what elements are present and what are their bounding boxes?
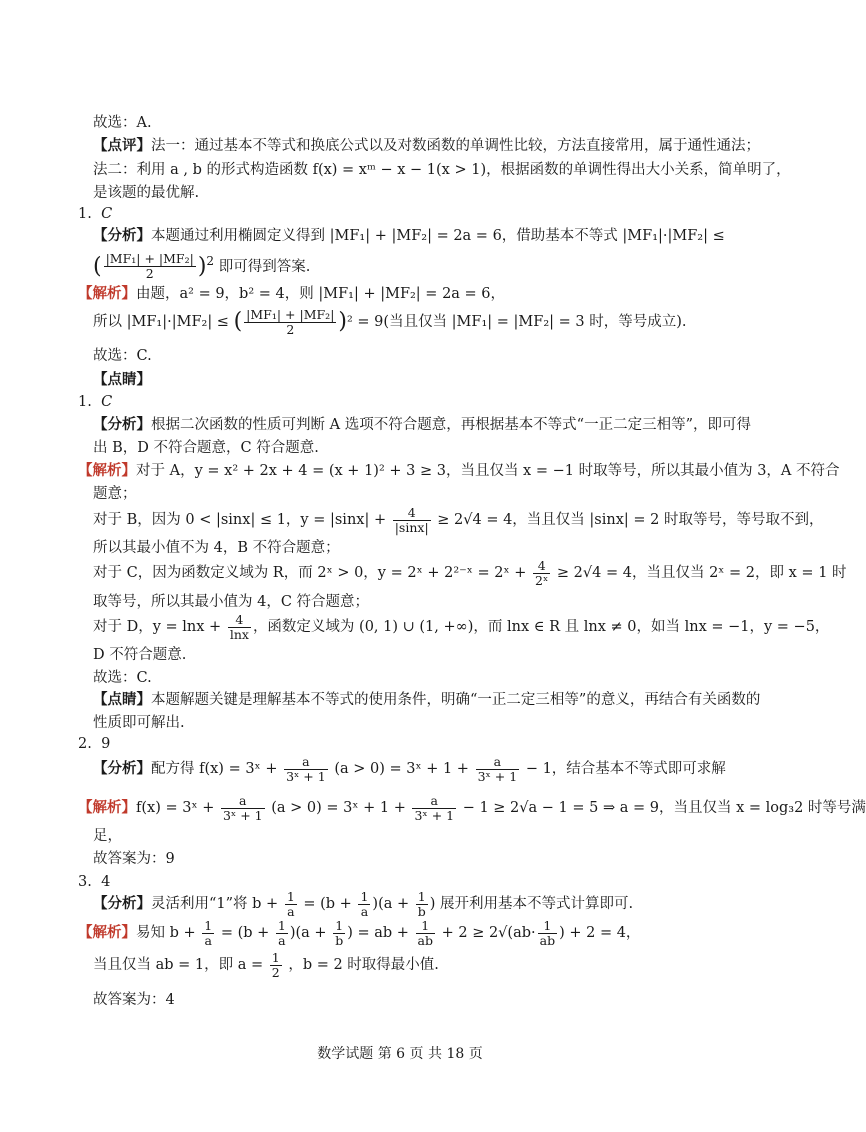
q2-option-d-line2: D 不符合题意. (93, 647, 187, 663)
q1-choice: 故选：C. (93, 348, 152, 364)
q2-solution-line1: 【解析】对于 A，y = x² + 2x + 4 = (x + 1)² + 3 ≥ 3，当且仅当 x = −1 时取等号，所以其最小值为 3，A 不符合 (78, 462, 840, 479)
q2-option-c: 对于 C，因为函数定义域为 R，而 2ˣ > 0，y = 2ˣ + 2²⁻ˣ = 2ˣ + $\frac{4}{\text{2ˣ}}$ ≥ 2√4 = 4，当且仅当 2ˣ = 2，即 x = 1 时 (93, 557, 847, 588)
comment-tag: 【点评】 (93, 137, 151, 154)
q4-header: 3. 4 (78, 874, 111, 890)
fraction: $\frac{1}{2}$ (271, 949, 280, 980)
q1-solution-line1 (78, 284, 505, 304)
q2-comment-line2: 性质即可解出. (93, 715, 185, 731)
prev-comment-line1 (93, 136, 760, 156)
q1-solution-line2: 所以 |MF₁|·|MF₂| ≤ ( $\frac{\text{|MF₁| + |MF₂|}}{2}$ )² = 9(当且仅当 |MF₁| = |MF₂| = 3 时，等号成立). (93, 306, 687, 337)
q4-answer-line: 故答案为：4 (93, 992, 175, 1008)
q2-analysis-line1: 【分析】根据二次函数的性质可判断 A 选项不符合题意，再根据基本不等式“一正二定三相等”，即可得 (93, 416, 752, 433)
prev-comment-line3: 是该题的最优解. (93, 185, 200, 201)
fraction: $\frac{1}{ab}$ (417, 917, 433, 948)
q1-analysis-line1 (93, 226, 725, 246)
fraction: $\frac{a}{\text{3ˣ + 1}}$ (477, 753, 518, 784)
q1-answer-letter: C (101, 206, 113, 222)
q4-analysis: 【分析】灵活利用“1”将 b + $\frac{1}{a}$ = (b + $\frac{1}{a}$ )(a + $\frac{1}{b}$ ) 展开利用基本不等式计算即可. (93, 888, 634, 919)
q2-answer-letter: C (101, 394, 113, 410)
fraction: $\frac{4}{\text{2ˣ}}$ (535, 557, 549, 588)
prev-answer: 故选：A. (93, 115, 152, 131)
fraction: $\frac{\text{|MF₁| + |MF₂|}}{2}$ (246, 306, 335, 337)
fraction: $\frac{1}{b}$ (335, 917, 344, 948)
page-footer: 数学试题 第 6 页 共 18 页 (317, 1046, 483, 1062)
fraction: $\frac{a}{\text{3ˣ + 1}}$ (222, 792, 263, 823)
q2-solution-line2: 题意； (93, 486, 137, 502)
fraction: $\frac{1}{b}$ (417, 888, 426, 919)
q1-comment: 【点睛】 (93, 371, 151, 388)
fraction: $\frac{4}{\ln x}$ (229, 611, 249, 642)
q2-choice: 故选：C. (93, 670, 152, 686)
q1-analysis-line2: ( $\frac{\text{|MF₁| + |MF₂|}}{2}$ )$^2$ 即可得到答案. (93, 251, 311, 282)
q3-solution: 【解析】f(x) = 3ˣ + $\frac{a}{\text{3ˣ + 1}}$ (a > 0) = 3ˣ + 1 + $\frac{a}{\text{3ˣ + 1}}$ − 1 ≥ 2√a − 1 = 5 ⇒ a = 9，当且仅当 x = log₃2 时等号满 (78, 792, 866, 823)
q2-option-b-line2: 所以其最小值不为 4，B 不符合题意； (93, 540, 340, 556)
fraction: $\frac{1}{ab}$ (539, 917, 556, 948)
q4-answer-value: 4 (101, 874, 111, 890)
q2-option-d: 对于 D，y = lnx + $\frac{4}{\ln x}$ ，函数定义域为 (0, 1) ∪ (1, +∞)，而 lnx ∈ R 且 lnx ≠ 0，如当 lnx = −1，y = −5， (93, 611, 830, 642)
analysis-text: 本题通过利用椭圆定义得到 |MF₁| + |MF₂| = 2a = 6，借助基本不等式 |MF₁|·|MF₂| ≤ (151, 228, 725, 244)
fraction: $\frac{4}{|\sin x|}$ (394, 504, 429, 535)
fraction: $\frac{1}{a}$ (204, 917, 213, 948)
q3-solution-line2: 足， (93, 828, 122, 844)
q1-header (78, 204, 112, 224)
analysis-tail: 即可得到答案. (218, 258, 311, 275)
q2-option-c-line2: 取等号，所以其最小值为 4，C 符合题意； (93, 594, 370, 610)
fraction: $\frac{1}{a}$ (286, 888, 295, 919)
fraction: $\frac{a}{\text{3ˣ + 1}}$ (414, 792, 455, 823)
fraction: $\frac{a}{\text{3ˣ + 1}}$ (286, 753, 326, 784)
fraction: $\frac{1}{a}$ (277, 917, 286, 948)
q3-answer-value: 9 (101, 736, 111, 752)
analysis-tag: 【分析】 (93, 227, 151, 244)
solution-tag: 【解析】 (78, 285, 136, 302)
q2-comment-line1: 【点睛】本题解题关键是理解基本不等式的使用条件，明确“一正二定三相等”的意义，再结合有关函数的 (93, 691, 761, 708)
fraction: $\frac{1}{a}$ (360, 888, 369, 919)
q4-solution-line2: 当且仅当 ab = 1，即 a = $\frac{1}{2}$ ，b = 2 时取得最小值. (93, 949, 439, 980)
q2-option-b: 对于 B，因为 0 < |sinx| ≤ 1，y = |sinx| + $\frac{4}{|\sin x|}$ ≥ 2√4 = 4，当且仅当 |sinx| = 2 时取等号，等号取不到， (93, 504, 824, 535)
q2-header: 1. C (78, 394, 113, 410)
solution-text: 由题，a² = 9，b² = 4，则 |MF₁| + |MF₂| = 2a = 6， (136, 286, 506, 302)
q3-analysis: 【分析】配方得 f(x) = 3ˣ + $\frac{a}{\text{3ˣ + 1}}$ (a > 0) = 3ˣ + 1 + $\frac{a}{\text{3ˣ + 1}}$ − 1，结合基本不等式即可求解 (93, 753, 726, 784)
comment-text: 法一：通过基本不等式和换底公式以及对数函数的单调性比较，方法直接常用，属于通性通法； (151, 138, 760, 154)
q1-number: 1. (78, 206, 92, 222)
prev-comment-line2: 法二：利用 a , b 的形式构造函数 f(x) = xᵐ − x − 1(x > 1)，根据函数的单调性得出大小关系，简单明了， (93, 162, 791, 178)
q4-solution: 【解析】易知 b + $\frac{1}{a}$ = (b + $\frac{1}{a}$ )(a + $\frac{1}{b}$ ) = ab + $\frac{1}{ab}$ + 2 ≥ 2√(ab· $\frac{1}{ab}$ ) + 2 = 4， (78, 917, 641, 948)
fraction: $\frac{\text{|MF₁| + |MF₂|}}{2}$ (105, 251, 194, 282)
q2-analysis-line2: 出 B，D 不符合题意，C 符合题意. (93, 440, 319, 456)
q3-header: 2. 9 (78, 736, 111, 752)
q3-answer-line: 故答案为：9 (93, 851, 175, 867)
